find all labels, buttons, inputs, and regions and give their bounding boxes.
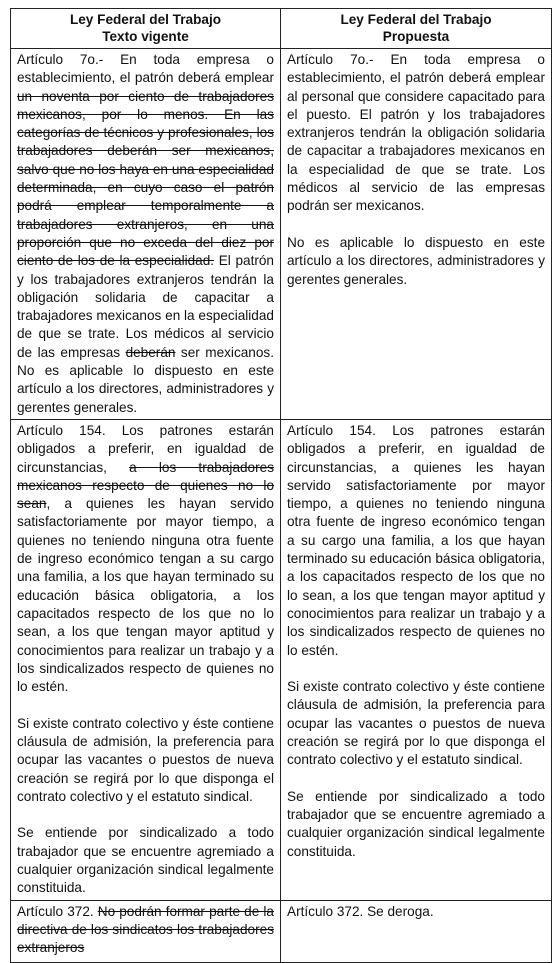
text-fragment: Artículo 372.	[17, 903, 98, 919]
article-154-proposal-paragraph-3: Se entiende por sindicalizado a todo trabajador que se encuentre agremiado a cualquier organización sindical legalmente constituida.	[287, 788, 545, 859]
table-row	[11, 900, 552, 962]
struck-text: No podrán formar parte de la directiva de los sindicatos los trabajadores extranjeros	[17, 903, 274, 956]
comparison-table	[10, 8, 552, 963]
cell-current-article-372	[11, 900, 281, 962]
article-7-proposal-paragraph-2: No es aplicable lo dispuesto en este artículo a los directores, administradores y gerentes generales.	[287, 234, 545, 287]
header-right-title: Ley Federal del Trabajo	[340, 12, 492, 27]
article-154-current-paragraph-2: Si existe contrato colectivo y éste contiene cláusula de admisión, la preferencia para ocupar las vacantes o puestos de nueva creación se regirá por lo que disponga el contrato colectivo y el estatuto sindical.	[17, 715, 274, 804]
table-header-row	[11, 9, 552, 49]
article-154-proposal-paragraph-2: Si existe contrato colectivo y éste contiene cláusula de admisión, la preferencia para ocupar las vacantes o puestos de nueva creación se regirá por lo que disponga el contrato colectivo y el estatuto sindical.	[287, 679, 545, 768]
cell-proposal-article-372	[281, 900, 552, 962]
text-fragment: ser mexicanos. No es aplicable lo dispuesto en este artículo a los directores, administradores y gerentes generales.	[17, 344, 274, 415]
cell-proposal-article-7	[281, 49, 552, 420]
text-fragment: , a quienes les hayan servido satisfactoriamente por mayor tiempo, a quienes no teniendo ninguna otra fuente de ingreso económico tengan a su cargo una familia, a los que hayan terminado su educación básica obligatoria, a los capacitados respecto de los que no lo sean, a los que tengan mayor aptitud y conocimientos para realizar un trabajo y a los sindicalizados respecto de quienes no lo estén.	[17, 496, 274, 695]
text-fragment: Artículo 154. Los patrones estarán obligados a preferir, en igualdad de circunstancias,	[17, 422, 274, 475]
article-154-current-paragraph-3: Se entiende por sindicalizado a todo trabajador que se encuentre agremiado a cualquier organización sindical legalmente constituida.	[17, 825, 274, 896]
cell-current-article-7	[11, 49, 281, 420]
struck-text: deberán	[125, 344, 176, 360]
struck-text: un noventa por ciento de trabajadores mexicanos, por lo menos. En las categorías de técnicos y profesionales, los trabajadores deberán ser mexicanos, salvo que no los haya en una especialidad determinada, en cuyo caso el patrón podrá emplear temporalmente a trabajadores extranjeros, en una proporción que no exceda del diez por ciento de los de la especialidad.	[17, 88, 274, 269]
cell-proposal-article-154	[281, 419, 552, 900]
article-372-proposal-paragraph: Artículo 372. Se deroga.	[287, 903, 434, 919]
text-fragment: El patrón y los trabajadores extranjeros tendrán la obligación solidaria de capacitar a trabajadores mexicanos en la especialidad de que se trate. Los médicos al servicio de las empresas	[17, 253, 274, 360]
article-7-current-paragraph	[17, 51, 274, 417]
comparison-page	[10, 8, 551, 963]
header-left-subtitle: Texto vigente	[102, 29, 189, 44]
table-row	[11, 419, 552, 900]
article-7-proposal-paragraph: Artículo 7o.- En toda empresa o establecimiento, el patrón deberá emplear al personal que considere capacitado para el puesto. El patrón y los trabajadores extranjeros tendrán la obligación solidaria de capacitar a trabajadores mexicanos en la especialidad de que se trate. Los médicos al servicio de las empresas podrán ser mexicanos.	[287, 52, 545, 214]
header-current-text	[11, 9, 281, 49]
text-fragment: Artículo 7o.- En toda empresa o establecimiento, el patrón deberá emplear	[17, 52, 274, 86]
cell-current-article-154	[11, 419, 281, 900]
article-154-proposal-paragraph: Artículo 154. Los patrones estarán obligados a preferir, en igualdad de circunstancias, a quienes les hayan servido satisfactoriamente por mayor tiempo, a quienes no teniendo ninguna otra fuente de ingreso económico tengan a su cargo una familia, a los que hayan terminado su educación básica obligatoria, a los capacitados respecto de los que no lo sean, a los que tengan mayor aptitud y conocimientos para realizar un trabajo y a los sindicalizados respecto de quienes no lo estén.	[287, 422, 545, 658]
header-left-title: Ley Federal del Trabajo	[69, 12, 222, 27]
article-154-current-paragraph	[17, 422, 274, 696]
header-right-subtitle: Propuesta	[382, 29, 450, 44]
header-proposal	[281, 9, 552, 49]
table-row	[11, 49, 552, 420]
article-372-current-paragraph	[17, 903, 274, 958]
struck-text: a los trabajadores mexicanos respecto de quienes no lo sean	[17, 459, 275, 512]
